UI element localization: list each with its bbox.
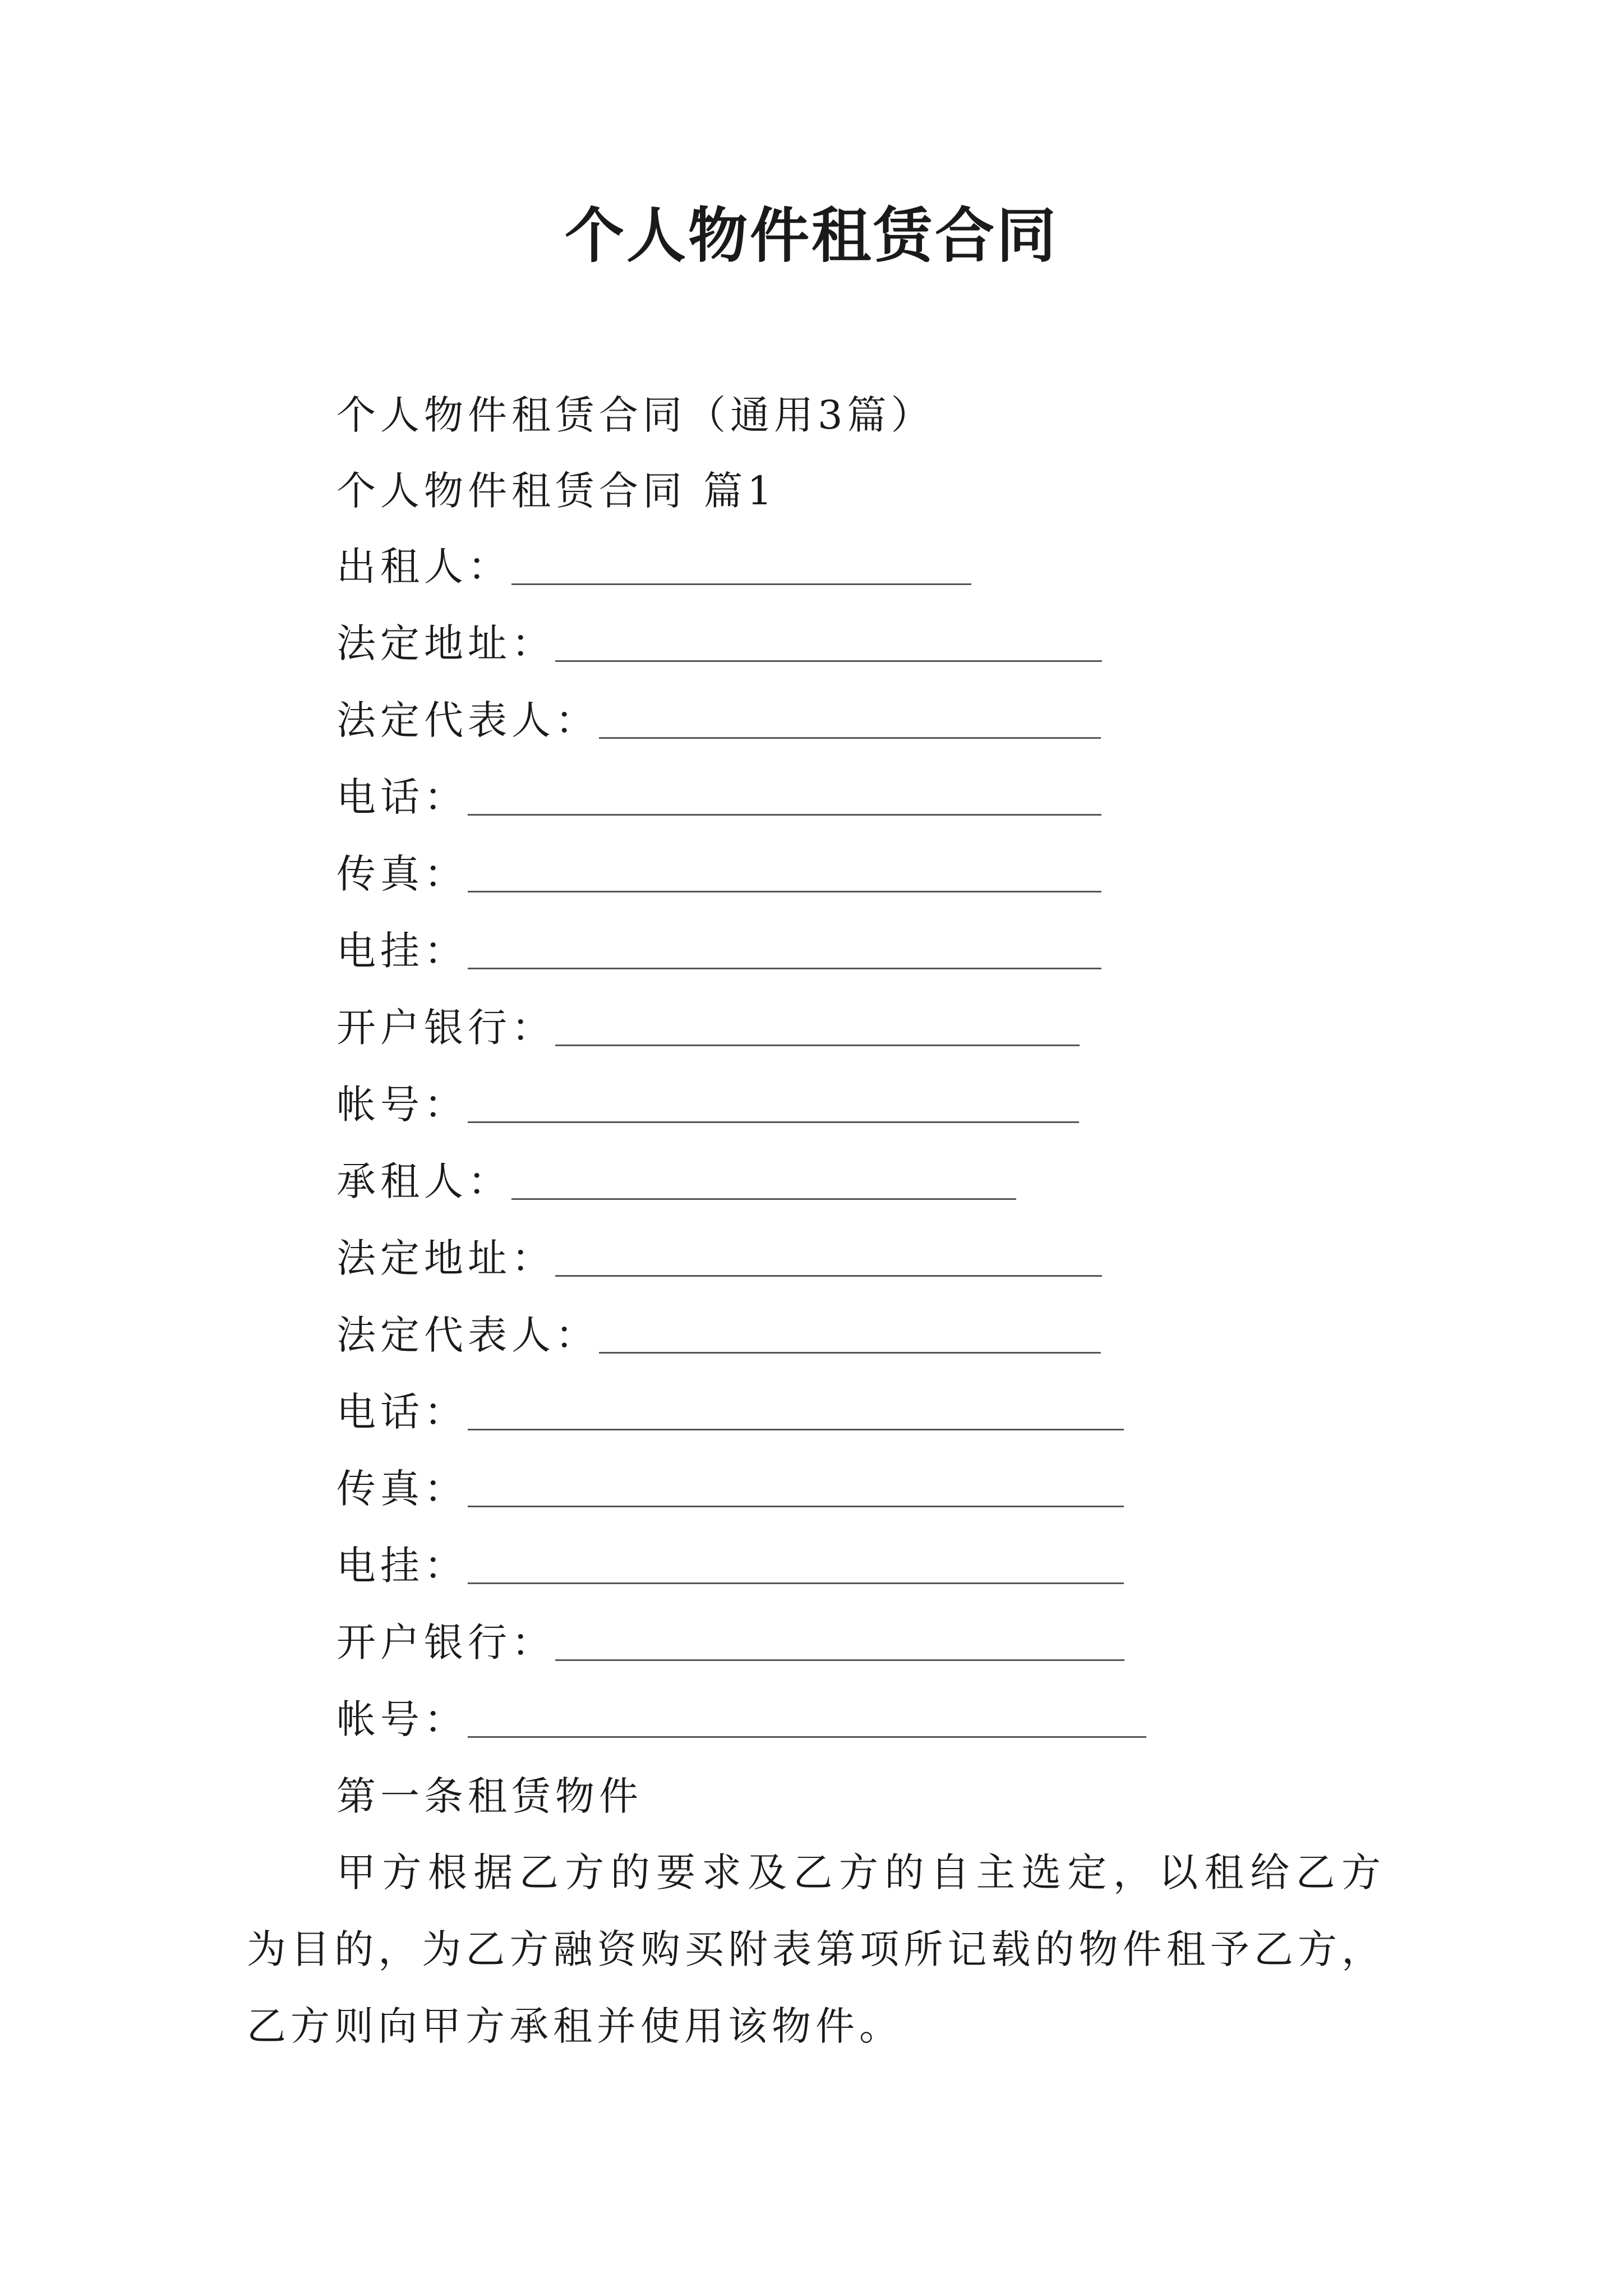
lessor-bank-field [336,1000,1080,1056]
fill-in-blank[interactable] [555,615,1102,662]
section-heading [336,463,777,519]
field-label: 法定地址： [336,1235,555,1281]
fill-in-blank[interactable] [468,1538,1124,1584]
document-title: 个人物件租赁合同 [565,200,1058,270]
fill-in-blank[interactable] [599,692,1101,739]
subtitle-text: 个人物件租赁合同（通用3篇） [336,392,935,438]
field-label: 法定代表人： [336,697,599,743]
lessee-account-field [336,1691,1146,1747]
fill-in-blank[interactable] [468,1691,1146,1738]
fill-in-blank[interactable] [468,769,1101,816]
lessor-phone-field [336,769,1101,825]
field-label: 开户银行： [336,1005,555,1051]
lessor-account-field [336,1076,1079,1133]
article-heading-text: 第一条租赁物件 [336,1773,643,1819]
field-label: 帐号： [336,1696,468,1742]
field-label: 电话： [336,774,468,820]
lessee-bank-field [336,1614,1124,1671]
fill-in-blank[interactable] [468,1461,1124,1507]
lessor-telegraph-field [336,923,1101,979]
field-label: 法定地址： [336,620,555,666]
lessee-phone-field [336,1384,1124,1440]
lessee-telegraph-field [336,1538,1124,1594]
field-label: 开户银行： [336,1619,555,1665]
fill-in-blank[interactable] [555,1000,1080,1046]
lessee-representative-field [336,1307,1101,1363]
lessee-fax-field [336,1461,1124,1517]
lessor-address-field [336,615,1102,671]
fill-in-blank[interactable] [555,1230,1102,1277]
lessor-representative-field [336,692,1101,748]
field-label: 电挂： [336,928,468,974]
lessee-address-field [336,1230,1102,1286]
fill-in-blank[interactable] [468,846,1101,892]
field-label: 承租人： [336,1158,511,1204]
field-label: 电挂： [336,1543,468,1589]
fill-in-blank[interactable] [468,1076,1079,1123]
fill-in-blank[interactable] [468,1384,1124,1430]
fill-in-blank[interactable] [511,539,971,585]
fill-in-blank[interactable] [511,1153,1016,1200]
fill-in-blank[interactable] [468,923,1101,969]
field-label: 法定代表人： [336,1312,599,1358]
fill-in-blank[interactable] [599,1307,1101,1354]
field-label: 电话： [336,1389,468,1435]
field-label: 出租人： [336,544,511,590]
field-label: 帐号： [336,1082,468,1128]
lessor-fax-field [336,846,1101,902]
article-body: 甲方根据乙方的要求及乙方的自主选定，以租给乙方为目的，为乙方融资购买附表第项所记载的物件租予乙方，乙方则向甲方承租并使用该物件。 [247,1849,1385,2049]
lessor-name-field [336,539,971,595]
fill-in-blank[interactable] [555,1614,1124,1661]
article-heading [336,1768,643,1824]
lessee-name-field [336,1153,1016,1209]
section-heading-text: 个人物件租赁合同 篇1 [336,468,777,514]
field-label: 传真： [336,1466,468,1512]
field-label: 传真： [336,851,468,897]
document-subtitle [336,387,935,443]
